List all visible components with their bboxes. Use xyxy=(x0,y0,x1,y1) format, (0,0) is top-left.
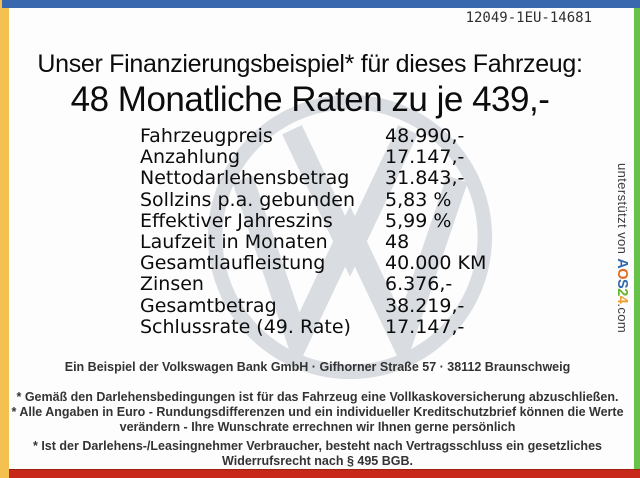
domain-suffix-text: .com xyxy=(615,303,630,334)
table-row xyxy=(140,274,486,295)
table-row xyxy=(140,232,486,253)
row-value: 5,99 % xyxy=(385,209,452,232)
disclaimer-line: * Ist der Darlehens-/Leasingnehmer Verbraucher, besteht nach Vertragsschluss ein gesetzliches xyxy=(33,439,602,453)
aos24-logo-letter: 4 xyxy=(614,295,630,304)
row-label: Laufzeit in Monaten xyxy=(140,231,328,254)
table-row xyxy=(140,168,486,189)
table-row xyxy=(140,190,486,211)
row-label: Gesamtbetrag xyxy=(140,294,277,317)
row-label: Sollzins p.a. gebunden xyxy=(140,188,355,211)
row-value: 5,83 % xyxy=(385,188,452,211)
row-value: 38.219,- xyxy=(385,294,465,317)
row-value: 48 xyxy=(385,231,410,254)
disclaimer-line: * Alle Angaben in Euro - Rundungsdifferenzen und ein individueller Kreditschutzbrief können die Werte xyxy=(11,405,624,419)
supported-by-text: unterstützt von xyxy=(615,163,630,259)
row-label: Nettodarlehensbetrag xyxy=(140,167,350,190)
frame-bar-bottom xyxy=(9,469,640,478)
aos24-logo-letter: A xyxy=(614,258,630,269)
aos24-logo-letter: S xyxy=(614,279,630,289)
row-value: 40.000 KM xyxy=(385,252,487,275)
disclaimer-line: verändern - Ihre Wunschrate errechnen wir Ihnen gerne persönlich xyxy=(119,420,516,434)
aos24-logo-letter: 2 xyxy=(614,288,630,296)
aos24-logo-letter: O xyxy=(614,268,630,280)
disclaimer-block xyxy=(9,390,626,469)
row-value: 48.990,- xyxy=(385,125,465,147)
frame-bar-right xyxy=(634,8,640,471)
table-row xyxy=(140,126,486,147)
row-value: 31.843,- xyxy=(385,167,465,190)
row-label: Gesamtlaufleistung xyxy=(140,252,326,275)
table-row xyxy=(140,147,486,168)
monthly-rate-headline: 48 Monatliche Raten zu je 439,- xyxy=(70,80,550,119)
row-label: Anzahlung xyxy=(140,146,241,169)
row-label: Fahrzeugpreis xyxy=(140,125,273,147)
row-label: Zinsen xyxy=(140,273,204,296)
table-row xyxy=(140,317,486,338)
row-label: Effektiver Jahreszins xyxy=(140,209,333,232)
row-value: 6.376,- xyxy=(385,273,453,296)
page-title: Unser Finanzierungsbeispiel* für dieses Fahrzeug: xyxy=(37,50,583,78)
frame-bar-top xyxy=(2,0,640,8)
financing-table xyxy=(140,126,486,338)
table-row xyxy=(140,211,486,232)
bank-address: Ein Beispiel der Volkswagen Bank GmbH · Gifhorner Straße 57 · 38112 Braunschweig xyxy=(64,360,571,374)
table-row xyxy=(140,296,486,317)
table-row xyxy=(140,253,486,274)
row-value: 17.147,- xyxy=(385,315,465,338)
supported-by-vertical-label xyxy=(614,163,630,333)
disclaimer-line: * Gemäß den Darlehensbedingungen ist für das Fahrzeug eine Vollkaskoversicherung abzuschließen. xyxy=(16,390,619,404)
row-label: Schlussrate (49. Rate) xyxy=(140,315,351,338)
disclaimer-line: Widerrufsrecht nach § 495 BGB. xyxy=(222,454,413,468)
reference-id: 12049-1EU-14681 xyxy=(465,10,592,26)
frame-bar-left xyxy=(0,0,9,478)
row-value: 17.147,- xyxy=(385,146,465,169)
